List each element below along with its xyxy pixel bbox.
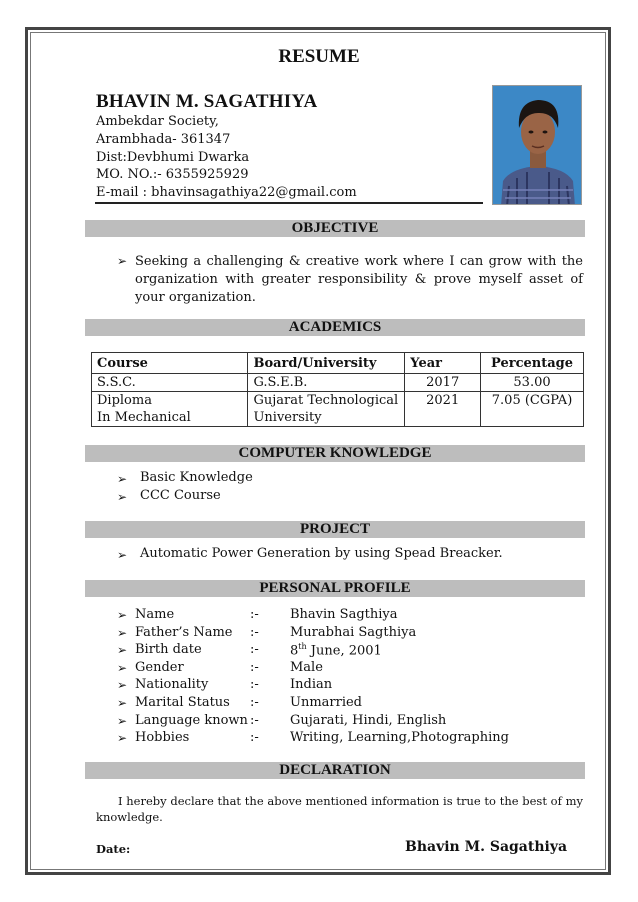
- section-header-declaration: DECLARATION: [85, 762, 585, 779]
- arrow-bullet-icon: ➢: [117, 472, 128, 486]
- birth-day: 8: [290, 643, 299, 659]
- profile-row: [0, 660, 638, 678]
- person-photo-icon: [493, 86, 582, 205]
- arrow-bullet-icon: ➢: [117, 608, 128, 622]
- board-line: University: [253, 410, 322, 425]
- profile-value: Gujarati, Hindi, English: [290, 713, 447, 728]
- profile-row: [0, 695, 638, 713]
- computer-item: Basic Knowledge: [140, 470, 253, 485]
- address-line-3: Dist:Devbhumi Dwarka: [96, 150, 250, 165]
- arrow-bullet-icon: ➢: [117, 643, 128, 657]
- profile-separator: :-: [250, 713, 259, 728]
- list-item: [0, 469, 638, 487]
- profile-separator: :-: [250, 695, 259, 710]
- arrow-bullet-icon: ➢: [117, 731, 128, 745]
- profile-separator: :-: [250, 730, 259, 745]
- year-cell: 2021: [405, 392, 481, 427]
- mobile-number: MO. NO.:- 6355925929: [96, 167, 249, 182]
- profile-separator: :-: [250, 607, 259, 622]
- profile-value: Writing, Learning,Photographing: [290, 730, 509, 745]
- arrow-bullet-icon: ➢: [117, 626, 128, 640]
- profile-separator: :-: [250, 660, 259, 675]
- section-header-personal-profile: PERSONAL PROFILE: [85, 580, 585, 597]
- profile-value: [290, 642, 382, 658]
- profile-row: [0, 730, 638, 748]
- profile-label: Father’s Name: [135, 625, 233, 640]
- column-header: Board/University: [248, 353, 405, 374]
- academics-table: [91, 352, 584, 427]
- arrow-bullet-icon: ➢: [117, 254, 128, 268]
- profile-value: Murabhai Sagthiya: [290, 625, 417, 640]
- profile-row: [0, 713, 638, 731]
- profile-value: Male: [290, 660, 323, 675]
- signature-name: Bhavin M. Sagathiya: [405, 839, 568, 855]
- course-line: Diploma: [97, 393, 152, 408]
- arrow-bullet-icon: ➢: [117, 490, 128, 504]
- profile-label: Marital Status: [135, 695, 230, 710]
- computer-item: CCC Course: [140, 488, 221, 503]
- profile-row: [0, 642, 638, 660]
- percentage-cell: 53.00: [481, 374, 584, 392]
- column-header: Percentage: [481, 353, 584, 374]
- section-header-objective: OBJECTIVE: [85, 220, 585, 237]
- board-line: Gujarat Technological: [253, 393, 399, 408]
- profile-value: Indian: [290, 677, 333, 692]
- date-label: Date:: [96, 842, 131, 856]
- profile-label: Hobbies: [135, 730, 190, 745]
- declaration-text: I hereby declare that the above mentioned information is true to the best of my knowledge.: [96, 794, 583, 824]
- profile-label: Language known: [135, 713, 248, 728]
- candidate-name: BHAVIN M. SAGATHIYA: [96, 91, 318, 112]
- email-address: E-mail : bhavinsagathiya22@gmail.com: [96, 185, 357, 200]
- profile-row: [0, 677, 638, 695]
- table-row: [92, 374, 584, 392]
- address-line-1: Ambekdar Society,: [96, 114, 219, 129]
- course-cell: S.S.C.: [92, 374, 248, 392]
- board-cell: [248, 392, 405, 427]
- arrow-bullet-icon: ➢: [117, 696, 128, 710]
- profile-value: Unmarried: [290, 695, 363, 710]
- profile-label: Nationality: [135, 677, 209, 692]
- year-cell: 2017: [405, 374, 481, 392]
- percentage-cell: 7.05 (CGPA): [481, 392, 584, 427]
- arrow-bullet-icon: ➢: [117, 548, 128, 562]
- table-header-row: [92, 353, 584, 374]
- section-header-computer-knowledge: COMPUTER KNOWLEDGE: [85, 445, 585, 462]
- table-row: [92, 392, 584, 427]
- section-header-project: PROJECT: [85, 521, 585, 538]
- arrow-bullet-icon: ➢: [117, 678, 128, 692]
- profile-row: [0, 607, 638, 625]
- column-header: Course: [92, 353, 248, 374]
- address-line-2: Arambhada- 361347: [96, 132, 231, 147]
- project-item: Automatic Power Generation by using Spead Breacker.: [140, 546, 503, 561]
- profile-separator: :-: [250, 677, 259, 692]
- list-item: [0, 545, 638, 563]
- profile-label: Gender: [135, 660, 184, 675]
- course-line: In Mechanical: [97, 410, 191, 425]
- objective-text: Seeking a challenging & creative work where I can grow with the organization with greater responsibility & prove myself asset of your organization.: [135, 254, 583, 305]
- arrow-bullet-icon: ➢: [117, 661, 128, 675]
- ordinal-suffix: th: [298, 642, 307, 651]
- profile-separator: :-: [250, 642, 259, 657]
- profile-label: Birth date: [135, 642, 202, 657]
- arrow-bullet-icon: ➢: [117, 714, 128, 728]
- profile-row: [0, 625, 638, 643]
- course-cell: [92, 392, 248, 427]
- profile-separator: :-: [250, 625, 259, 640]
- board-cell: G.S.E.B.: [248, 374, 405, 392]
- page-title: RESUME: [278, 46, 360, 67]
- section-header-academics: ACADEMICS: [85, 319, 585, 336]
- profile-photo: [492, 85, 582, 205]
- list-item: [0, 487, 638, 505]
- header-divider: [95, 202, 483, 204]
- profile-label: Name: [135, 607, 175, 622]
- birth-month-year: June, 2001: [306, 643, 382, 659]
- profile-value: Bhavin Sagthiya: [290, 607, 398, 622]
- column-header: Year: [405, 353, 481, 374]
